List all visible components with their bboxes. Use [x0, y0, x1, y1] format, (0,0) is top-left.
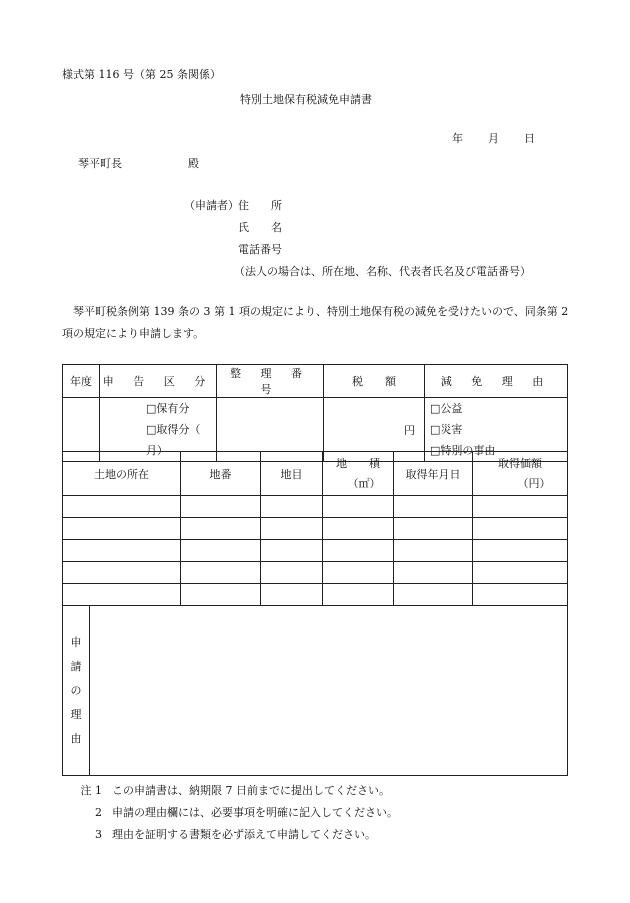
land-category-cell[interactable]	[261, 562, 323, 584]
price-cell[interactable]	[473, 540, 568, 562]
acquired-date-cell[interactable]	[394, 496, 473, 518]
note-text: 申請の理由欄には、必要事項を明確に記入してください。	[112, 806, 398, 819]
lot-number-cell[interactable]	[181, 496, 261, 518]
header-year: 年度	[63, 365, 100, 398]
lot-number-cell[interactable]	[181, 584, 261, 606]
header-area	[323, 452, 394, 496]
reason-label-char: 申	[70, 635, 82, 649]
area-cell[interactable]	[323, 584, 394, 606]
land-row	[63, 562, 568, 584]
note-text: 理由を証明する書類を必ず添えて申請してください。	[112, 828, 376, 841]
land-row	[63, 540, 568, 562]
lot-number-cell[interactable]	[181, 518, 261, 540]
acquired-date-cell[interactable]	[394, 518, 473, 540]
note-text: この申請書は、納期限 7 日前までに提出してください。	[112, 784, 390, 797]
header-declaration: 申 告 区 分	[100, 365, 217, 398]
note-number: 2	[95, 806, 102, 819]
checkbox-disaster[interactable]: □災害	[430, 423, 463, 436]
header-area-label: 地 積	[336, 456, 380, 470]
price-cell[interactable]	[473, 518, 568, 540]
header-reduction-reason: 減 免 理 由	[425, 365, 568, 398]
location-cell[interactable]	[63, 518, 181, 540]
acquired-date-cell[interactable]	[394, 584, 473, 606]
header-price-label: 取得価額	[498, 456, 542, 470]
applicant-label: （申請者）	[184, 199, 239, 212]
area-cell[interactable]	[323, 562, 394, 584]
land-row	[63, 496, 568, 518]
date-month-label: 月	[488, 132, 499, 145]
application-reason-table	[62, 605, 568, 776]
note-item	[62, 826, 376, 842]
application-statement: 琴平町税条例第 139 条の 3 第 1 項の規定により、特別土地保有税の減免を受けたいので、同条第 2 項の規定により申請します。	[62, 305, 569, 340]
price-cell[interactable]	[473, 496, 568, 518]
phone-label: 電話番号	[238, 243, 282, 256]
header-area-unit: （㎡）	[347, 476, 381, 490]
checkbox-public-interest[interactable]: □公益	[430, 402, 463, 415]
reason-text-field[interactable]	[90, 606, 568, 776]
date-year-label: 年	[452, 132, 463, 145]
reason-label-char: 請	[70, 659, 82, 673]
price-cell[interactable]	[473, 584, 568, 606]
area-cell[interactable]	[323, 496, 394, 518]
land-category-cell[interactable]	[261, 540, 323, 562]
note-number: 注 1	[80, 784, 102, 797]
lot-number-cell[interactable]	[181, 540, 261, 562]
land-row	[63, 518, 568, 540]
header-lot-number: 地番	[181, 452, 261, 496]
land-table	[62, 451, 568, 606]
checkbox-holding[interactable]: □保有分	[146, 402, 190, 415]
location-cell[interactable]	[63, 540, 181, 562]
price-cell[interactable]	[473, 562, 568, 584]
area-cell[interactable]	[323, 518, 394, 540]
location-cell[interactable]	[63, 584, 181, 606]
location-cell[interactable]	[63, 562, 181, 584]
land-category-cell[interactable]	[261, 518, 323, 540]
checkbox-acquisition[interactable]: □取得分（ 月）	[146, 423, 212, 457]
name-label: 氏 名	[238, 221, 282, 234]
note-item	[62, 782, 390, 798]
reason-label	[63, 606, 90, 776]
form-title: 特別土地保有税減免申請書	[240, 93, 372, 106]
acquired-date-cell[interactable]	[394, 540, 473, 562]
yen-unit: 円	[404, 423, 415, 437]
header-price	[473, 452, 568, 496]
header-land-category: 地目	[261, 452, 323, 496]
corporate-note: （法人の場合は、所在地、名称、代表者氏名及び電話番号）	[234, 265, 531, 278]
addressee-honorific: 殿	[188, 157, 199, 170]
header-price-unit: （円）	[517, 476, 551, 490]
tax-info-table	[62, 364, 568, 462]
date-day-label: 日	[524, 132, 535, 145]
note-item	[62, 804, 398, 820]
acquired-date-cell[interactable]	[394, 562, 473, 584]
note-number: 3	[95, 828, 102, 841]
location-cell[interactable]	[63, 496, 181, 518]
area-cell[interactable]	[323, 540, 394, 562]
land-category-cell[interactable]	[261, 496, 323, 518]
reason-label-char: 理	[70, 707, 82, 721]
checkbox-special-reason[interactable]: □特別の事由	[430, 444, 496, 457]
header-tax-amount: 税 額	[324, 365, 425, 398]
lot-number-cell[interactable]	[181, 562, 261, 584]
form-number: 様式第 116 号（第 25 条関係）	[62, 68, 221, 81]
reason-label-char: 由	[70, 731, 82, 745]
address-label: 住 所	[238, 199, 282, 212]
header-acquired-date: 取得年月日	[394, 452, 473, 496]
addressee-name: 琴平町長	[78, 157, 122, 170]
header-ref-number: 整 理 番 号	[217, 365, 324, 398]
reason-label-char: の	[70, 683, 82, 697]
land-category-cell[interactable]	[261, 584, 323, 606]
land-row	[63, 584, 568, 606]
header-location: 土地の所在	[63, 452, 181, 496]
